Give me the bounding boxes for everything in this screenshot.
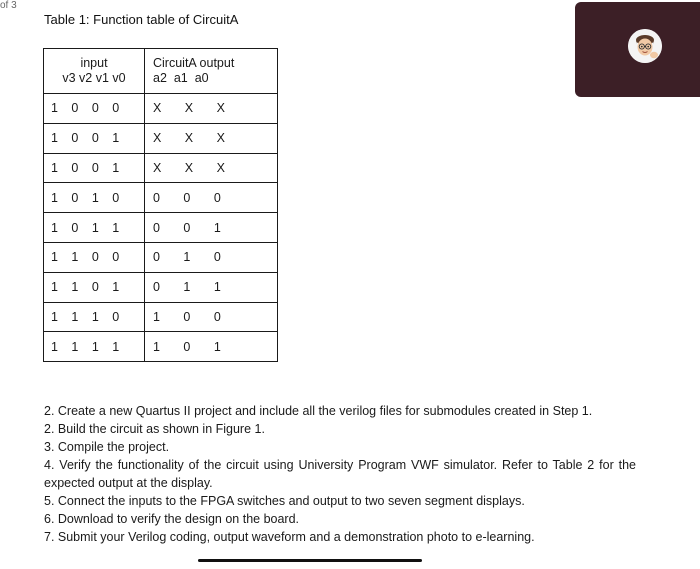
instruction-step: 3. Compile the project. [44, 440, 170, 454]
output-cell: 0 0 0 [145, 183, 278, 213]
input-cell: 1 0 1 1 [44, 213, 145, 243]
input-cell: 1 0 0 1 [44, 153, 145, 183]
table-caption: Table 1: Function table of CircuitA [44, 12, 239, 27]
output-cell: 0 1 0 [145, 242, 278, 272]
memoji-avatar-icon[interactable] [628, 29, 662, 63]
header-output [145, 49, 278, 94]
instructions-list [44, 402, 636, 546]
instruction-step: 5. Connect the inputs to the FPGA switches and output to two seven segment displays. [44, 494, 525, 508]
table-row [44, 272, 278, 302]
output-cell: 1 0 0 [145, 302, 278, 332]
output-cell: X X X [145, 153, 278, 183]
text-underline-mark [198, 559, 422, 562]
input-cell: 1 0 1 0 [44, 183, 145, 213]
table-row [44, 213, 278, 243]
table-row [44, 153, 278, 183]
instruction-step: 2. Create a new Quartus II project and include all the verilog files for submodules created in Step 1. [44, 404, 593, 418]
table-row [44, 183, 278, 213]
instruction-step: 6. Download to verify the design on the board. [44, 512, 300, 526]
input-cell: 1 1 0 1 [44, 272, 145, 302]
table-row [44, 332, 278, 362]
instruction-step: 7. Submit your Verilog coding, output waveform and a demonstration photo to e-learning. [44, 530, 535, 544]
header-input [44, 49, 145, 94]
table-row [44, 302, 278, 332]
table-row [44, 123, 278, 153]
input-cell: 1 1 1 0 [44, 302, 145, 332]
header-input-title: input [80, 56, 108, 70]
header-output-vars: a2 a1 a0 [153, 71, 209, 85]
page-indicator: of 3 [0, 0, 17, 11]
header-input-vars: v3 v2 v1 v0 [62, 71, 126, 85]
output-cell: X X X [145, 123, 278, 153]
table-row [44, 242, 278, 272]
instruction-step: 4. Verify the functionality of the circuit using University Program VWF simulator. Refer to Table 2 for the expected output at the display. [44, 458, 636, 490]
function-table [43, 48, 278, 362]
input-cell: 1 0 0 0 [44, 94, 145, 124]
output-cell: X X X [145, 94, 278, 124]
table-header-row [44, 49, 278, 94]
instruction-step: 2. Build the circuit as shown in Figure 1. [44, 422, 265, 436]
input-cell: 1 0 0 1 [44, 123, 145, 153]
table-row [44, 94, 278, 124]
header-output-title: CircuitA output [153, 56, 235, 70]
input-cell: 1 1 0 0 [44, 242, 145, 272]
output-cell: 0 0 1 [145, 213, 278, 243]
input-cell: 1 1 1 1 [44, 332, 145, 362]
output-cell: 1 0 1 [145, 332, 278, 362]
output-cell: 0 1 1 [145, 272, 278, 302]
